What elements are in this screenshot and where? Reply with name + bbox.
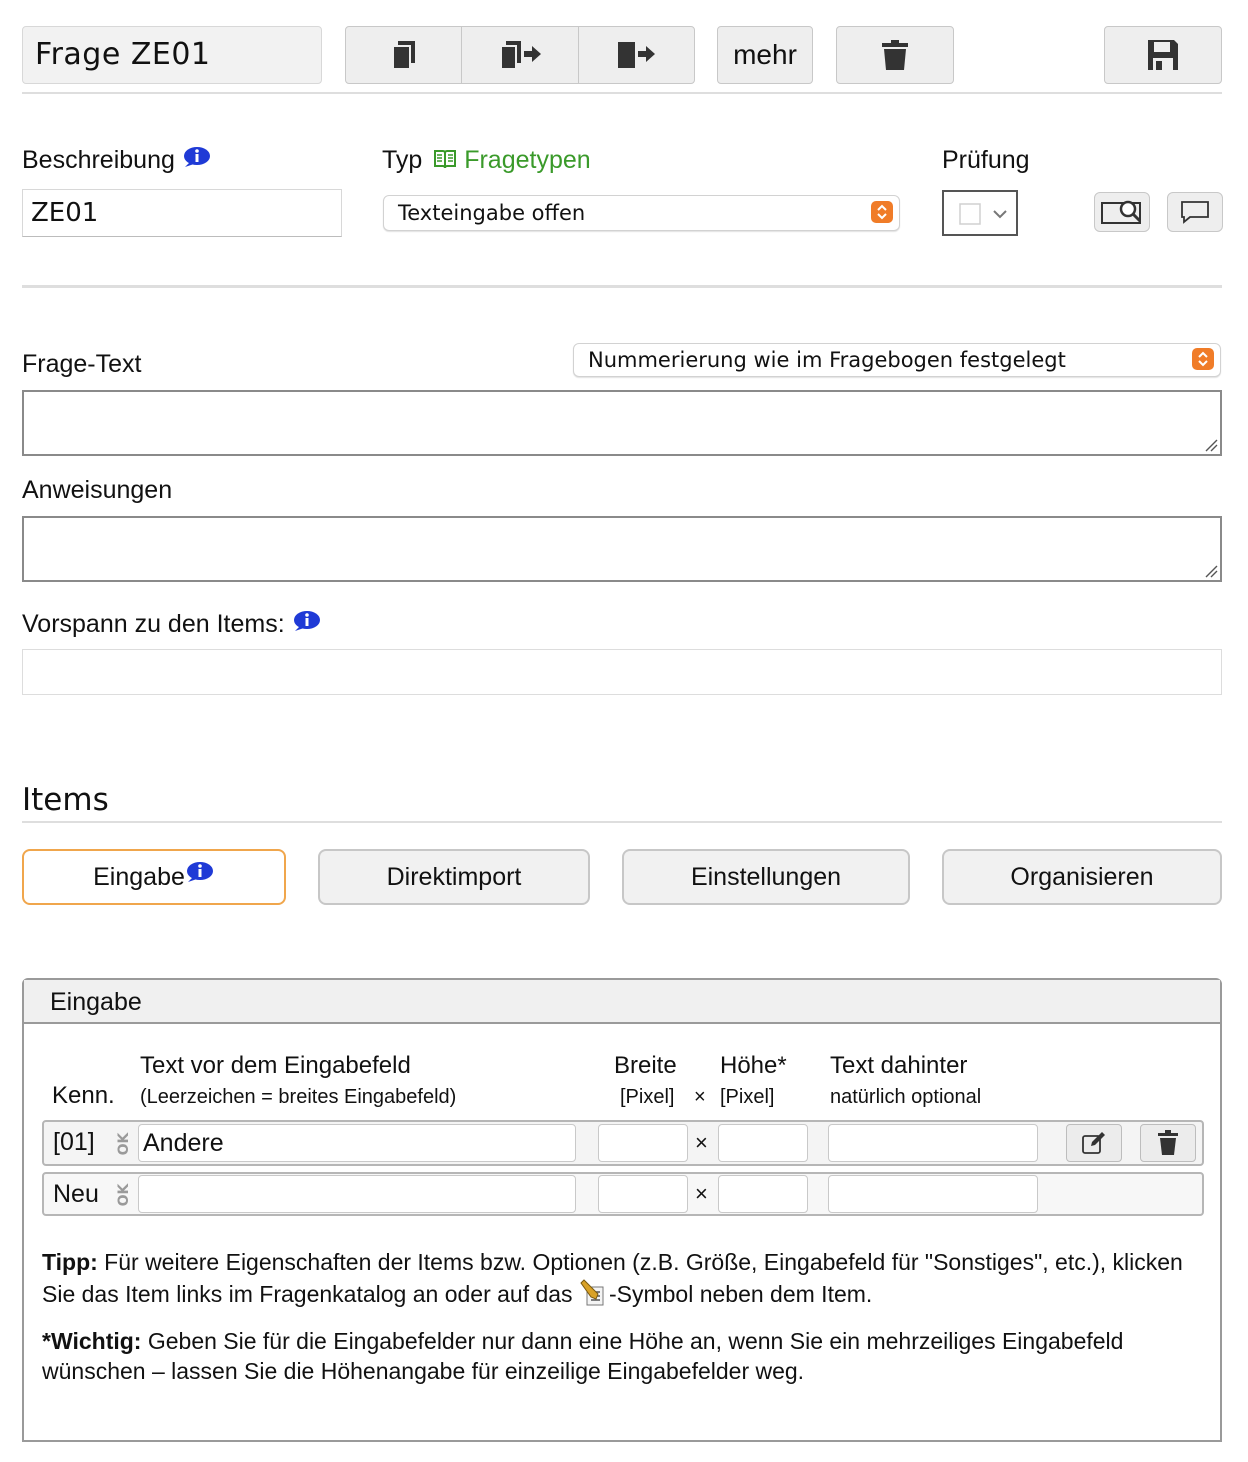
magnifier-window-icon (1100, 198, 1144, 226)
section-divider (22, 285, 1222, 288)
instructions-label: Anweisungen (22, 476, 173, 504)
duplicate-icon (389, 39, 419, 71)
important-bold: *Wichtig: (42, 1328, 142, 1354)
item-width-input[interactable] (598, 1175, 688, 1213)
ok-toggle-icon[interactable] (116, 1179, 132, 1211)
ok-toggle-icon[interactable] (116, 1128, 132, 1160)
prefix-input[interactable] (22, 649, 1222, 695)
header-width: Breite (614, 1052, 677, 1079)
question-types-link[interactable]: Fragetypen (464, 146, 591, 174)
instructions-area[interactable] (22, 516, 1222, 582)
times-sign: × (695, 1181, 708, 1206)
resize-grip-icon[interactable] (1204, 564, 1218, 578)
save-icon (1146, 38, 1180, 72)
description-input[interactable]: ZE01 (22, 189, 342, 237)
copy-to-button[interactable] (462, 27, 578, 83)
item-after-input[interactable] (828, 1124, 1038, 1162)
svg-text:OK: OK (116, 1183, 132, 1207)
move-to-button[interactable] (579, 27, 694, 83)
item-text-input[interactable] (138, 1175, 576, 1213)
check-dropdown-icon (944, 192, 1016, 234)
copy-to-icon (497, 39, 543, 71)
info-icon[interactable] (292, 610, 322, 632)
table-row (42, 1120, 1204, 1166)
items-heading: Items (22, 782, 109, 818)
type-label-row (382, 146, 591, 175)
edit-icon (1081, 1131, 1107, 1155)
comment-icon (1179, 199, 1211, 225)
check-label: Prüfung (942, 146, 1030, 174)
item-id: Neu (53, 1180, 99, 1208)
description-label-row (22, 146, 212, 175)
tab-direktimport[interactable]: Direktimport (318, 849, 590, 905)
trash-icon (881, 39, 909, 71)
tab-eingabe[interactable] (22, 849, 286, 905)
items-divider (22, 821, 1222, 823)
question-type-select[interactable] (383, 195, 900, 231)
trash-icon (1157, 1130, 1179, 1156)
question-title[interactable]: Frage ZE01 (22, 26, 322, 84)
description-label: Beschreibung (22, 146, 175, 174)
question-text-label: Frage-Text (22, 350, 142, 378)
numbering-select[interactable] (573, 343, 1221, 377)
edit-item-button[interactable] (1066, 1124, 1122, 1162)
comment-button[interactable] (1167, 192, 1223, 232)
tip-note (42, 1246, 1202, 1310)
question-type-value: Texteingabe offen (398, 201, 586, 225)
duplicate-button[interactable] (346, 27, 462, 83)
book-icon (433, 148, 457, 170)
item-height-input[interactable] (718, 1175, 808, 1213)
panel-title: Eingabe (24, 980, 1220, 1024)
info-icon[interactable] (185, 861, 215, 883)
prefix-label: Vorspann zu den Items: (22, 610, 285, 638)
delete-question-button[interactable] (836, 26, 954, 84)
save-button[interactable] (1104, 26, 1222, 84)
delete-item-button[interactable] (1140, 1124, 1196, 1162)
select-arrow-icon (871, 201, 893, 223)
info-icon[interactable] (182, 146, 212, 168)
important-note (42, 1326, 1202, 1386)
question-text-area[interactable] (22, 390, 1222, 456)
tab-einstellungen[interactable]: Einstellungen (622, 849, 910, 905)
select-arrow-icon (1192, 348, 1214, 370)
header-text-before-hint: (Leerzeichen = breites Eingabefeld) (140, 1086, 457, 1108)
check-dropdown[interactable] (942, 190, 1018, 236)
header-text-after-hint: natürlich optional (830, 1086, 982, 1108)
type-label: Typ (382, 146, 423, 174)
item-height-input[interactable] (718, 1124, 808, 1162)
header-text-before: Text vor dem Eingabefeld (140, 1052, 411, 1079)
copy-move-button-group (345, 26, 695, 84)
header-width-unit: [Pixel] (620, 1086, 675, 1108)
preview-button[interactable] (1094, 192, 1150, 232)
tip-text: Für weitere Eigenschaften der Items bzw. Optionen (z.B. Größe, Eingabefeld für "Sonstiges", etc.), klicken Sie das Item links im Fragenkatalog an oder auf das (42, 1249, 1183, 1307)
item-width-input[interactable] (598, 1124, 688, 1162)
more-button[interactable]: mehr (717, 26, 813, 84)
tab-label: Eingabe (93, 862, 185, 891)
svg-text:OK: OK (116, 1132, 132, 1156)
item-id: [01] (53, 1128, 95, 1156)
header-height: Höhe* (720, 1052, 787, 1079)
header-times: × (694, 1086, 706, 1108)
tip-bold: Tipp: (42, 1249, 98, 1275)
edit-item-icon (579, 1279, 609, 1307)
toolbar-divider (22, 92, 1222, 94)
tip-text-after: -Symbol neben dem Item. (608, 1281, 873, 1307)
prefix-label-row (22, 610, 322, 639)
tab-organisieren[interactable]: Organisieren (942, 849, 1222, 905)
eingabe-panel (22, 978, 1222, 1442)
table-row (42, 1172, 1204, 1216)
move-to-icon (615, 39, 657, 71)
item-text-input[interactable]: Andere (138, 1124, 576, 1162)
header-height-unit: [Pixel] (720, 1086, 775, 1108)
header-kenn: Kenn. (52, 1082, 115, 1109)
header-text-after: Text dahinter (830, 1052, 968, 1079)
resize-grip-icon[interactable] (1204, 438, 1218, 452)
numbering-value: Nummerierung wie im Fragebogen festgelegt (588, 348, 1066, 372)
item-after-input[interactable] (828, 1175, 1038, 1213)
times-sign: × (695, 1130, 708, 1155)
important-text: Geben Sie für die Eingabefelder nur dann eine Höhe an, wenn Sie ein mehrzeiliges Eingabefeld wünschen – lassen Sie die Höhenangabe für einzeilige Eingabefelder weg. (42, 1328, 1124, 1384)
